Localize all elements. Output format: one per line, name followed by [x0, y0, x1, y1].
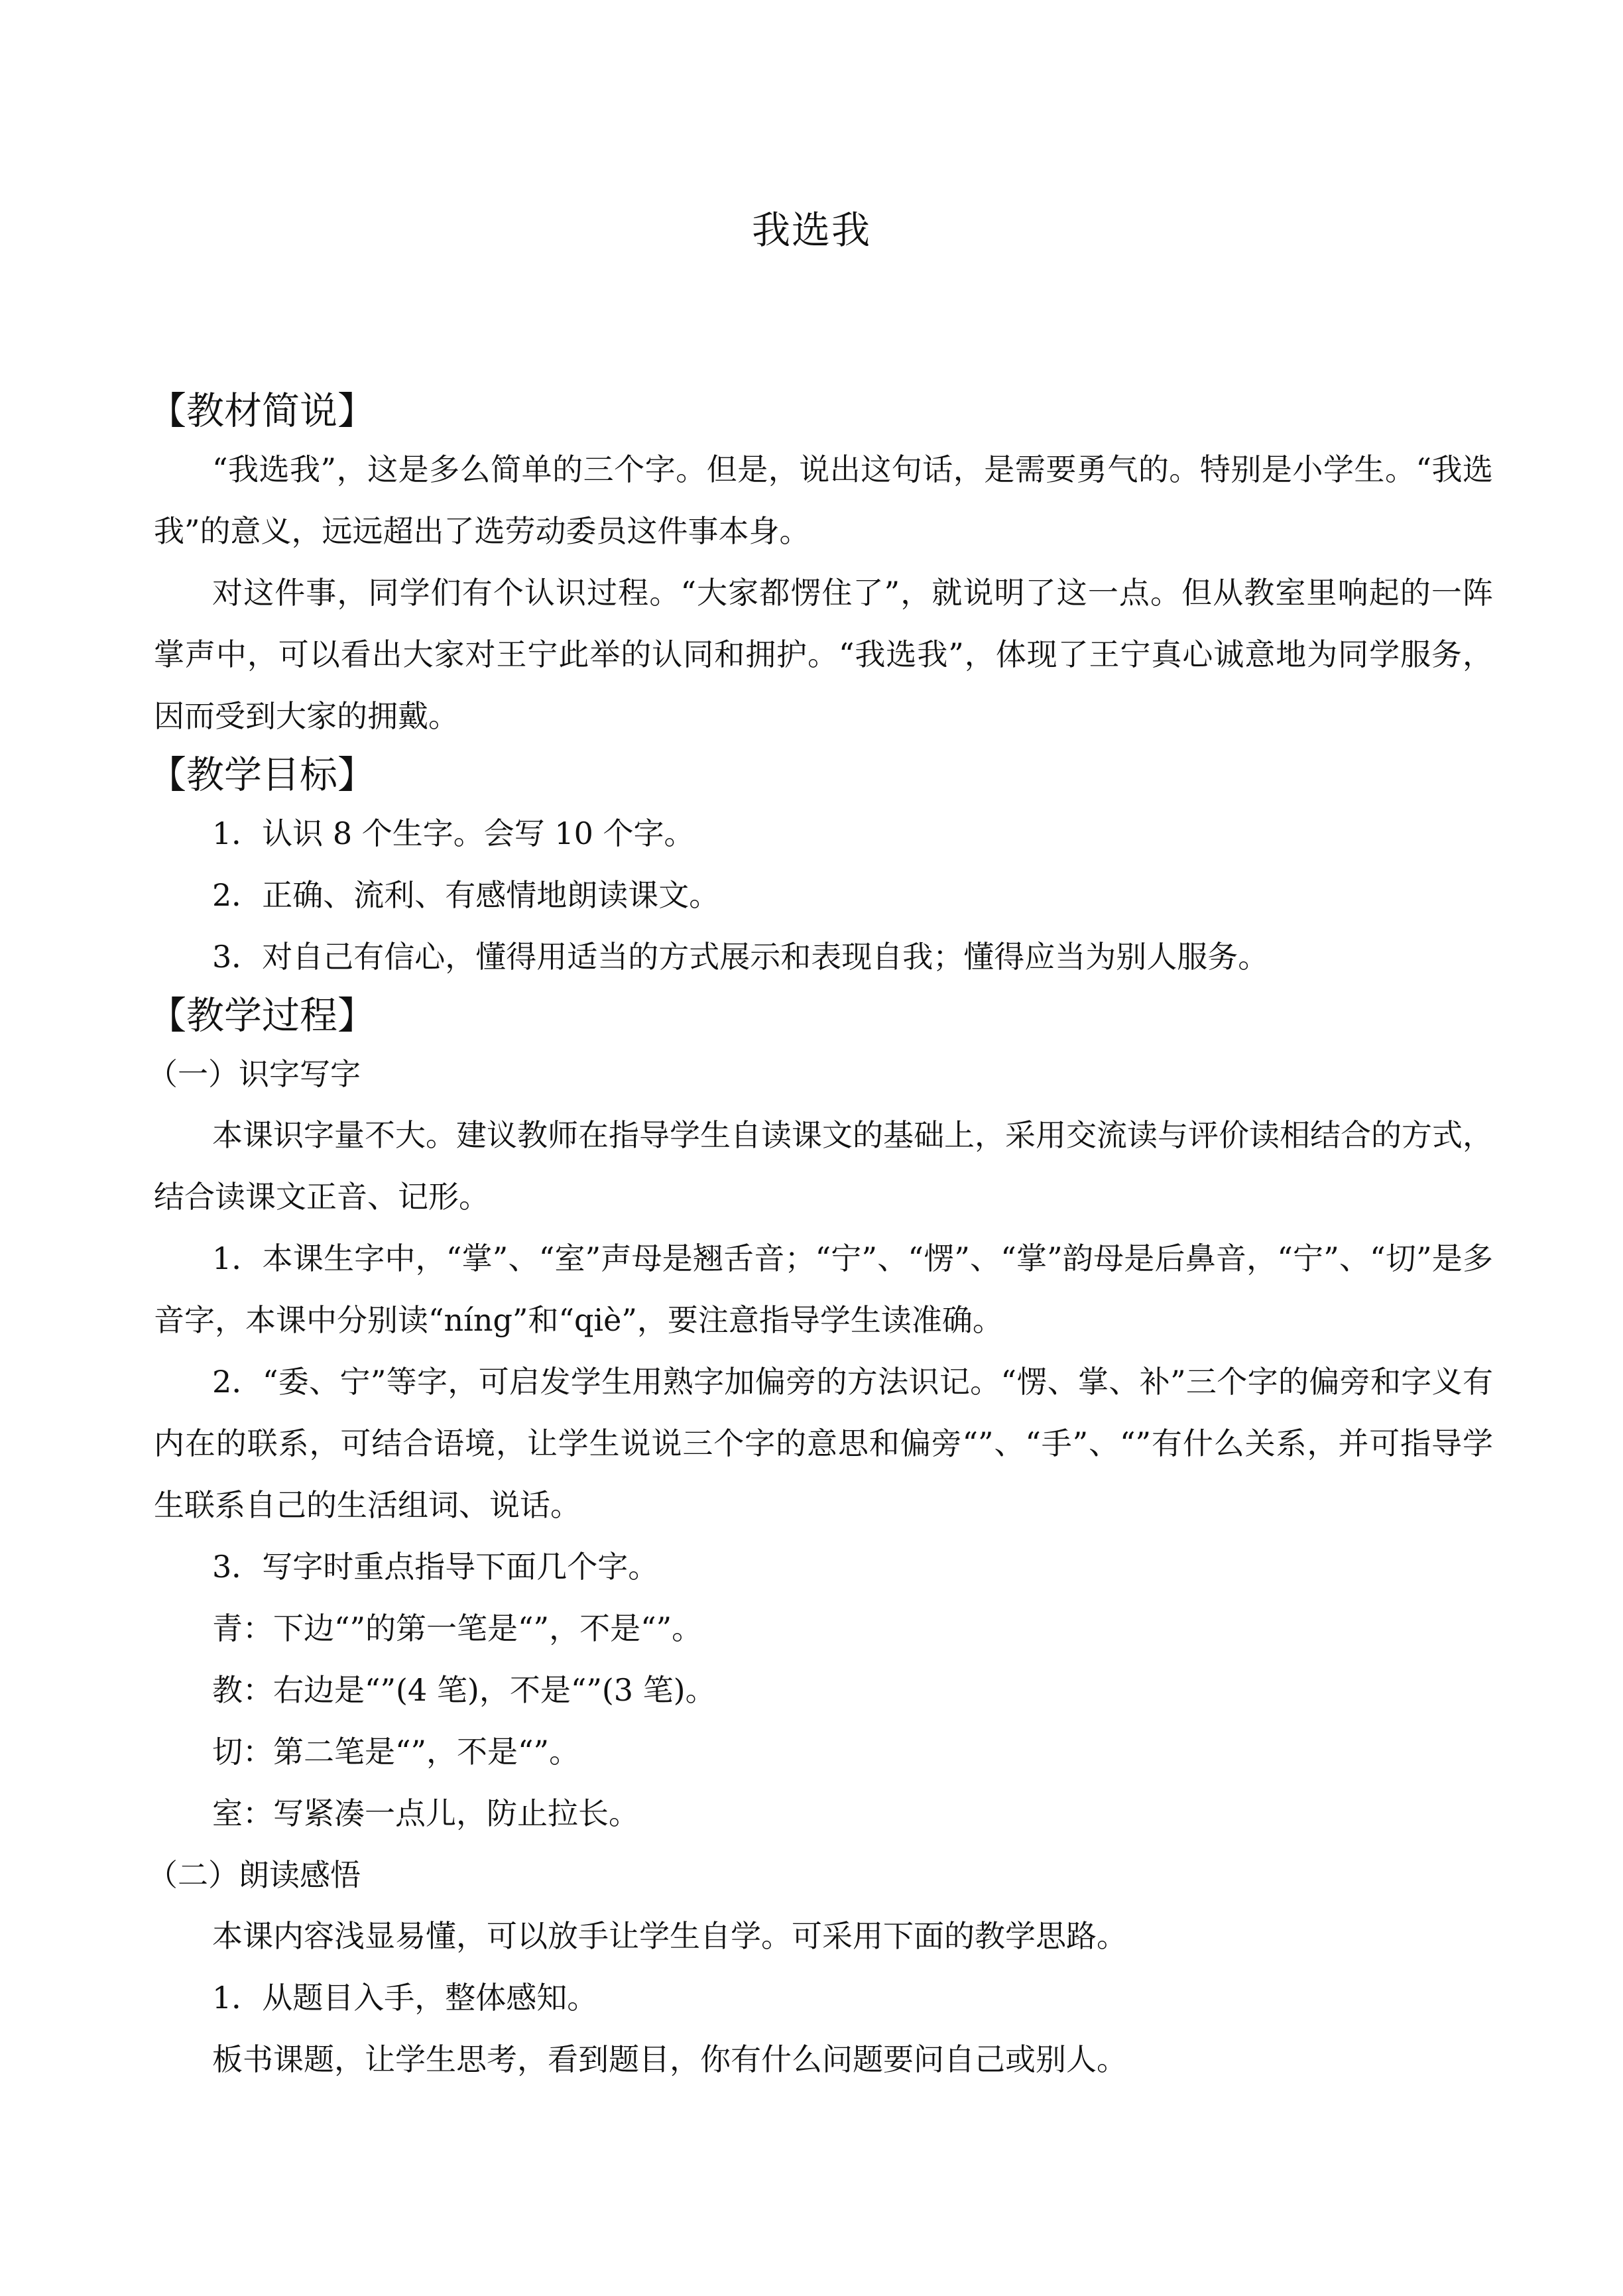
process-part1-title: （一）识字写字 — [147, 1056, 361, 1092]
process-part2-line-2: 1．从题目入手，整体感知。 — [212, 1980, 598, 2016]
process-part1-paragraph-1: 本课识字量不大。建议教师在指导学生自读课文的基础上，采用交流读与评价读相结合的方式，结合读课文正音、记形。 — [154, 1117, 1493, 1215]
process-part1-line-4: 切：第二笔是“”，不是“”。 — [212, 1734, 580, 1770]
process-part1-line-5: 室：写紧凑一点儿，防止拉长。 — [212, 1795, 639, 1831]
section-heading-process: 【教学过程】 — [149, 994, 375, 1038]
process-part1-paragraph-2: 1．本课生字中，“掌”、“室”声母是翘舌音；“宁”、“愣”、“掌”韵母是后鼻音，“宁”、“切”是多音字，本课中分别读“níng”和“qiè”，要注意指导学生读准确。 — [154, 1240, 1493, 1338]
process-part2-line-3: 板书课题，让学生思考，看到题目，你有什么问题要问自己或别人。 — [212, 2041, 1127, 2077]
document-title: 我选我 — [751, 208, 871, 253]
intro-paragraph-2: 对这件事，同学们有个认识过程。“大家都愣住了”，就说明了这一点。但从教室里响起的一阵掌声中，可以看出大家对王宁此举的认同和拥护。“我选我”，体现了王宁真心诚意地为同学服务，因而受到大家的拥戴。 — [154, 575, 1493, 734]
process-part1-line-2: 青：下边“”的第一笔是“”，不是“”。 — [212, 1610, 703, 1646]
document-page — [147, 0, 1493, 2296]
goal-item-3: 3．对自己有信心，懂得用适当的方式展示和表现自我；懂得应当为别人服务。 — [212, 939, 1269, 975]
section-heading-goals: 【教学目标】 — [149, 753, 375, 797]
process-part1-line-3: 教：右边是“”(4 笔)，不是“”(3 笔)。 — [212, 1672, 716, 1708]
goal-item-1: 1．认识 8 个生字。会写 10 个字。 — [212, 816, 695, 851]
goal-item-2: 2．正确、流利、有感情地朗读课文。 — [212, 877, 720, 913]
intro-paragraph-1: “我选我”，这是多么简单的三个字。但是，说出这句话，是需要勇气的。特别是小学生。“我选我”的意义，远远超出了选劳动委员这件事本身。 — [154, 452, 1493, 549]
document-body — [147, 383, 1493, 2090]
process-part2-line-1: 本课内容浅显易懂，可以放手让学生自学。可采用下面的教学思路。 — [212, 1918, 1127, 1954]
process-part2-title: （二）朗读感悟 — [147, 1857, 361, 1893]
section-heading-intro: 【教材简说】 — [149, 389, 375, 433]
process-part1-paragraph-3: 2．“委、宁”等字，可启发学生用熟字加偏旁的方法识记。“愣、掌、补”三个字的偏旁和字义有内在的联系，可结合语境，让学生说说三个字的意思和偏旁“”、“手”、“”有什么关系，并可指导学生联系自己的生活组词、说话。 — [154, 1364, 1493, 1523]
process-part1-line-1: 3．写字时重点指导下面几个字。 — [212, 1549, 659, 1585]
